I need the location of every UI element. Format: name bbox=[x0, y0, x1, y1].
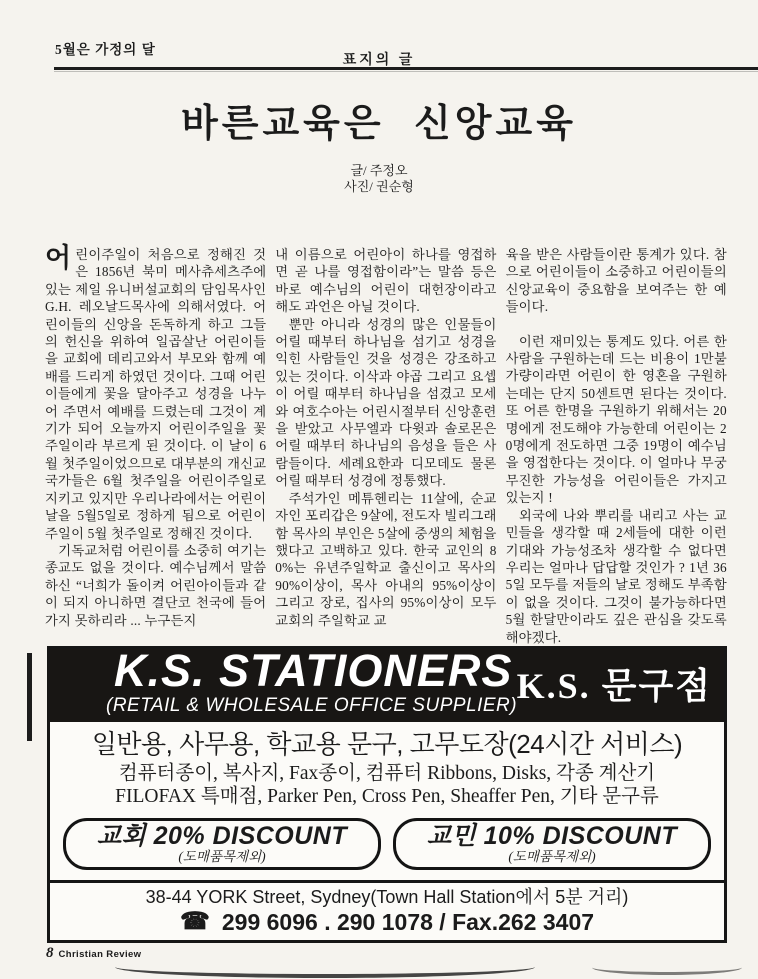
magazine-name: Christian Review bbox=[58, 949, 142, 960]
paragraph bbox=[45, 243, 267, 542]
page-folio bbox=[46, 945, 141, 962]
article-title: 바른교육은 신앙교육 bbox=[181, 103, 577, 145]
drop-cap: 어 bbox=[45, 243, 72, 273]
paragraph: 이런 재미있는 통계도 있다. 어른 한 사람을 구원하는데 드는 비용이 1만불가량이라면 어린이 한 영혼을 구원하는데는 단지 50센트면 된다는 것이다. 또 어른 한명을 구원하기 위해서는 20명에게 전도해야 가능한데 어린이는 20명에게 전도하면 그중 19명이 예수님을 영접한다는 것이다. 이 얼마나 무궁무진한 가능성을 어린이들은 가지고 있는지 ! bbox=[505, 333, 727, 506]
scan-edge-artifact bbox=[27, 653, 32, 741]
paragraph: 뿐만 아니라 성경의 많은 인물들이 어릴 때부터 하나님을 섬기고 성경을 익힌 사람들인 것을 성경은 강조하고 있는 것이다. 이삭과 야곱 그리고 요셉이 어릴 때부터 하나님을 섬겼고 모세와 여호수아는 어린시절부터 신앙훈련을 받았고 사무엘과 다윗과 솔로몬은 어릴 때부터 하나님의 음성을 들은 사람들이다. 세례요한과 디모데도 물론 어릴 때부터 성경에 정통했다. bbox=[275, 316, 497, 489]
ad-phone-numbers: 299 6096 . 290 1078 / Fax.262 3407 bbox=[221, 909, 595, 935]
discount-note: (도매품목제외) bbox=[508, 849, 596, 864]
ad-product-line-3: FILOFAX 특매점, Parker Pen, Cross Pen, Sheaffer Pen, 기타 문구류 bbox=[115, 786, 659, 807]
ad-brand-korean: K.S. 문구점 bbox=[516, 666, 712, 706]
article-column-1 bbox=[45, 243, 267, 646]
article-column-2 bbox=[275, 246, 496, 646]
masthead-rule bbox=[54, 67, 758, 70]
paragraph: 주석가인 메튜헨리는 11살에, 순교자인 포리갑은 9살에, 전도자 빌리그래함 목사의 부인은 5살에 중생의 체험을 했다고 고백하고 있다. 한국 교인의 80%는 유년주일학교 출신이고 목사의 90%이상이, 목사 아내의 95%이상이 그리고 장로, 집사의 95%이상이 모두 교회의 주일학교 교 bbox=[275, 490, 497, 628]
ad-product-line-2: 컴퓨터종이, 복사지, Fax종이, 컴퓨터 Ribbons, Disks, 각종 계산기 bbox=[118, 763, 656, 784]
ad-product-line-1: 일반용, 사무용, 학교용 문구, 고무도장(24시간 서비스) bbox=[91, 729, 683, 759]
article-column-3 bbox=[506, 246, 727, 646]
discount-note: (도매품목제외) bbox=[178, 849, 266, 864]
paragraph-text: 린이주일이 처음으로 정해진 것은 1856년 북미 메사츄세츠주에 있는 제일 유니버설교회의 담임목사인 G.H. 레오날드목사에 의해서였다. 어린이들의 신앙을 돈독하게 하고 그들의 헌신을 위하여 일곱살난 어린이들을 교회에 데리고와서 부모와 함께 예배를 드리게 하였던 것이다. 그때 어린이들에게 꽃을 달아주고 성경을 나누어 주면서 예배를 드렸는데 그것이 계기가 되어 오늘까지 어린이주일을 꽃주일이라 부르게 된 것이다. 이 날이 6월 첫주일이었으므로 대부분의 개신교 국가들은 6월 첫주일을 어린이주일로 지키고 있지만 우리나라에서는 어린이 날을 5월5일로 정하게 됨으로 어린이주일이 5월 첫주일로 정해진 것이다. bbox=[45, 247, 267, 541]
scan-curl-shadow bbox=[592, 960, 742, 975]
discount-badges bbox=[50, 818, 724, 870]
ad-subtitle: (RETAIL & WHOLESALE OFFICE SUPPLIER) bbox=[106, 695, 518, 716]
section-label: 표지의 글 bbox=[342, 53, 416, 68]
scan-curl-shadow bbox=[115, 956, 535, 978]
ad-address: 38-44 YORK Street, Sydney(Town Hall Station에서 5분 거리) bbox=[145, 887, 629, 907]
ad-phone-line bbox=[50, 908, 724, 936]
masthead-rule-shadow bbox=[54, 71, 758, 72]
discount-label: 교회 20% DISCOUNT bbox=[96, 822, 348, 850]
paragraph: 육을 받은 사람들이란 통계가 있다. 참으로 어린이들이 소중하고 어린이들의 신앙교육이 중요함을 보여주는 한 예들이다. bbox=[505, 247, 727, 315]
paragraph: 내 이름으로 어린아이 하나를 영접하면 곧 나를 영접함이라”는 말씀 등은 바로 예수님의 어린이 대헌장이라고 해도 과언은 아닐 것이다. bbox=[275, 247, 497, 315]
page-number: 8 bbox=[46, 945, 54, 961]
paragraph: 기독교처럼 어린이를 소중히 여기는 종교도 없을 것이다. 예수님께서 말씀하신 “너희가 돌이켜 어린아이들과 같이 되지 아니하면 결단코 천국에 들어가지 못하리라 ... 누구든지 bbox=[45, 542, 267, 628]
discount-label: 교민 10% DISCOUNT bbox=[426, 822, 678, 850]
ad-brand-english: K.S. STATIONERS bbox=[114, 645, 513, 696]
ad-divider bbox=[50, 880, 724, 883]
byline-photographer: 사진/ 권순형 bbox=[344, 179, 414, 194]
stationers-advertisement bbox=[47, 646, 727, 943]
discount-badge-church bbox=[63, 818, 381, 870]
byline-writer: 글/ 주정오 bbox=[350, 163, 408, 178]
discount-badge-community bbox=[393, 818, 711, 870]
ad-header-banner bbox=[50, 645, 724, 722]
telephone-icon: ☎ bbox=[179, 908, 210, 935]
article-body bbox=[45, 243, 727, 646]
byline bbox=[0, 163, 758, 195]
paragraph: 외국에 나와 뿌리를 내리고 사는 교민들을 생각할 때 2세들에 대한 이런 기대와 가능성조차 생각할 수 없다면 우리는 얼마나 답답할 것인가 ? 1년 365일 모두를 저들의 날로 정해도 부족함이 없을 것이다. 그것이 불가능하다면 5월 한달만이라도 깊은 관심을 갖도록 해야겠다. bbox=[505, 507, 727, 645]
header-theme-label: 5월은 가정의 달 bbox=[55, 42, 156, 57]
